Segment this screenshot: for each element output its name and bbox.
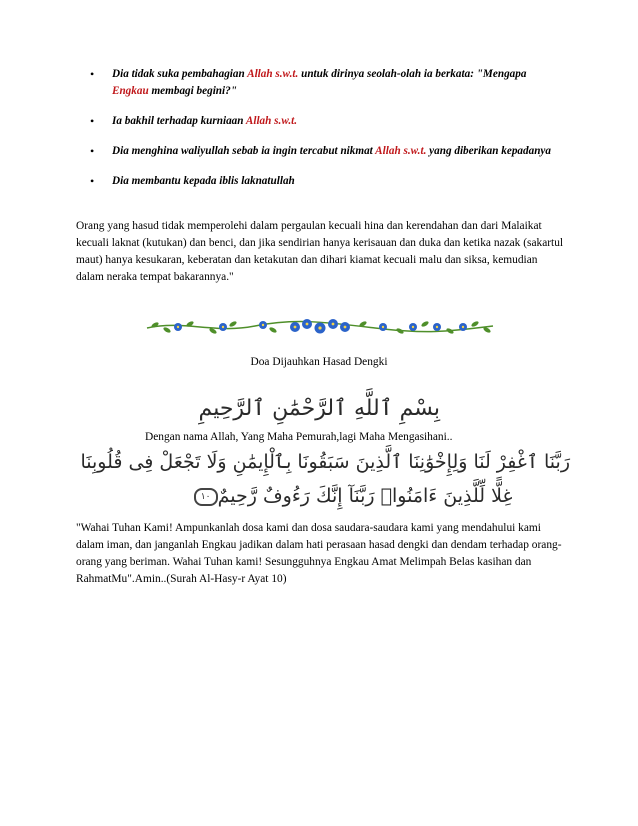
bullet-item [78, 143, 558, 160]
verse-arabic-line-1: رَبَّنَا ٱغْفِرْ لَنَا وَلِإِخْوَٰنِنَا ٱلَّذِينَ سَبَقُونَا بِٱلْإِيمَٰنِ وَلَا تَجْعَلْ فِى قُلُوبِنَا [80, 451, 570, 473]
verse-arabic-line-2-text: غِلًّا لِّلَّذِينَ ءَامَنُوا۟ رَبَّنَآ إِنَّكَ رَءُوفٌ رَّحِيمٌ [217, 485, 513, 507]
verse-arabic-line-2 [130, 485, 570, 507]
highlight-allah: Allah s.w.t. [247, 68, 299, 80]
bullet-text: membagi begini?" [148, 85, 237, 97]
paragraph-doa-translation: "Wahai Tuhan Kami! Ampunkanlah dosa kami dan dosa saudara-saudara kami yang mendahului kami dalam iman, dan janganlah Engkau jadikan dalam hati perasaan hasad dengki dan dendam terhadap orang-orang yang beriman. Wahai Tuhan kami! Sesungguhnya Engkau Amat Melimpah Belas kasihan dan RahmatMu".Amin..(Surah Al-Hasy-r Ayat 10) [76, 522, 562, 585]
bullet-text: Dia membantu kepada iblis laknatullah [112, 175, 295, 187]
bullet-list [78, 66, 558, 203]
paragraph-hasud: Orang yang hasud tidak memperolehi dalam pergaulan kecuali hina dan kerendahan dan dari Malaikat kecuali laknat (kutukan) dan benci, dan jika sendirian hanya kerisauan dan duka dan ketika nazak (sakartul maut) hanya kesukaran, keberatan dan ketakutan dan dihari kiamat kecuali malu dan siksa, kemudian dalam neraka tempat bakarannya." [76, 220, 564, 283]
verse-number-marker: ١٠ [194, 488, 218, 506]
bullet-text: Ia bakhil terhadap kurniaan [112, 115, 246, 127]
bullet-text: yang diberikan kepadanya [426, 145, 551, 157]
highlight-allah: Allah s.w.t. [375, 145, 427, 157]
basmala-arabic: بِسْمِ ٱللَّهِ ٱلرَّحْمَٰنِ ٱلرَّحِيمِ [198, 396, 440, 421]
basmala-translation: Dengan nama Allah, Yang Maha Pemurah,lagi Maha Mengasihani.. [145, 431, 453, 443]
highlight-engkau: Engkau [112, 85, 149, 97]
bullet-item [78, 173, 558, 190]
bullet-text: Dia menghina waliyullah sebab ia ingin tercabut nikmat [112, 145, 376, 157]
bullet-item [78, 66, 558, 100]
doa-title: Doa Dijauhkan Hasad Dengki [250, 356, 388, 368]
bullet-text: Dia tidak suka pembahagian [112, 68, 248, 80]
bullet-item [78, 113, 558, 130]
highlight-allah: Allah s.w.t. [245, 115, 298, 127]
floral-vine-divider-icon [145, 316, 495, 338]
bullet-text: untuk dirinya seolah-olah ia berkata: "Mengapa [298, 68, 527, 80]
